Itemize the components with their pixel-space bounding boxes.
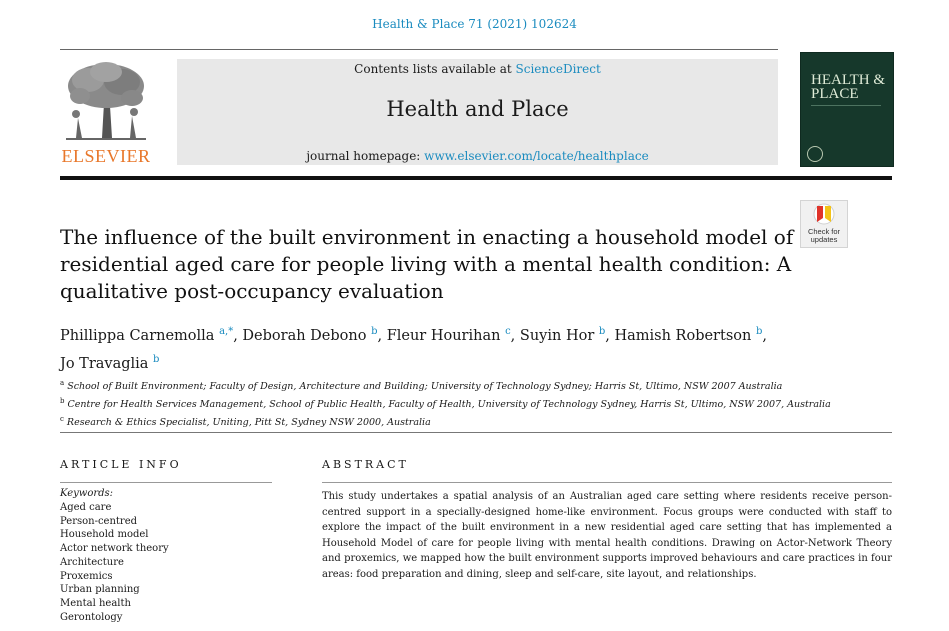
author-superscript[interactable]: b <box>153 354 160 365</box>
homepage-prefix: journal homepage: <box>306 149 425 163</box>
affiliation-key: a <box>60 379 65 387</box>
author[interactable]: Fleur Hourihan <box>386 328 501 344</box>
homepage-line <box>177 149 778 163</box>
keyword-item: Architecture <box>60 556 124 568</box>
author-superscript[interactable]: c <box>505 326 511 337</box>
header-thick-rule <box>60 176 892 180</box>
affiliation-text: Centre for Health Services Management, School of Public Health, Faculty of Health, University of Technology Sydney, Harris St, Ultimo, NSW 2007, Australia <box>67 399 831 410</box>
section-divider <box>60 432 892 433</box>
cover-title: HEALTH & PLACE <box>811 72 886 102</box>
author-list: Phillippa Carnemolla $^{a,*}$, Deborah Debono $^b$, Fleur Hourihan $^c$, Suyin Hor $^b$, Hamish Robertson $^b$, Jo Travaglia $^b$ <box>60 326 767 372</box>
tree-icon <box>58 58 154 146</box>
author-superscript[interactable]: b <box>598 326 606 337</box>
bookmark-icon <box>801 201 847 229</box>
sciencedirect-link[interactable]: ScienceDirect <box>515 62 601 76</box>
article-info-heading: ARTICLE INFO <box>60 458 182 471</box>
keyword-item: Actor network theory <box>60 543 169 555</box>
journal-name: Health and Place <box>386 97 569 121</box>
keyword-item: Proxemics <box>60 570 113 582</box>
keyword-list <box>60 501 169 624</box>
affiliation-key: b <box>60 397 65 405</box>
homepage-link[interactable]: www.elsevier.com/locate/healthplace <box>424 149 649 163</box>
affiliation-item <box>60 412 880 430</box>
keyword-item: Person-centred <box>60 515 138 527</box>
author[interactable]: Deborah Debono <box>242 328 367 344</box>
cover-seal-icon <box>807 146 823 162</box>
affiliations <box>60 376 880 430</box>
article-title: The influence of the built environment in enacting a household model of residential aged care for people living with a mental health condition: A qualitative post-occupancy evaluation <box>60 225 794 303</box>
abstract-rule <box>322 482 892 483</box>
keyword-item: Aged care <box>60 502 112 513</box>
journal-cover[interactable] <box>800 52 894 167</box>
affiliation-item <box>60 394 880 412</box>
elsevier-wordmark: ELSEVIER <box>61 146 151 166</box>
keywords-label: Keywords: <box>60 488 114 499</box>
journal-banner <box>177 59 778 165</box>
check-updates-label: Check for updates <box>807 227 841 244</box>
affiliation-item <box>60 376 880 394</box>
author[interactable]: Jo Travaglia <box>60 356 149 372</box>
cover-divider <box>811 105 881 106</box>
check-for-updates-button[interactable] <box>800 200 848 248</box>
elsevier-logo[interactable] <box>58 58 154 168</box>
contents-prefix: Contents lists available at <box>354 62 516 76</box>
journal-citation[interactable]: Health & Place 71 (2021) 102624 <box>372 17 577 31</box>
affiliation-text: School of Built Environment; Faculty of Design, Architecture and Building; University of Technology Sydney; Harris St, Ultimo, NSW 2007 Australia <box>67 381 783 392</box>
contents-line <box>177 62 778 76</box>
keyword-item: Gerontology <box>60 611 123 623</box>
keyword-item: Mental health <box>60 597 131 609</box>
keyword-item: Household model <box>60 529 149 541</box>
author-superscript[interactable]: b <box>371 326 378 337</box>
author-superscript[interactable]: b <box>755 326 763 337</box>
affiliation-text: Research & Ethics Specialist, Uniting, Pitt St, Sydney NSW 2000, Australia <box>66 417 431 428</box>
article-info-rule <box>60 482 272 483</box>
author[interactable]: Hamish Robertson <box>614 328 752 344</box>
author-superscript[interactable]: a,* <box>219 326 234 337</box>
affiliation-key: c <box>60 415 64 423</box>
abstract-heading: ABSTRACT <box>322 458 409 471</box>
abstract-text: This study undertakes a spatial analysis of an Australian aged care setting where residents receive person-centred support in a specially-designed home-like environment. Focus groups were conducted with staff to explore the impact of the built environment in a new residential aged care setting that has implemented a Household Model of care for people living with mental health conditions. Drawing on Actor-Network Theory and proxemics, we mapped how the built environment supports improved behaviours and care practices in four areas: food preparation and dining, sleep and self-care, site layout, and relationships. <box>322 491 892 580</box>
keyword-item: Urban planning <box>60 584 140 596</box>
author[interactable]: Phillippa Carnemolla <box>60 328 215 344</box>
top-divider <box>60 49 778 50</box>
author[interactable]: Suyin Hor <box>519 328 595 344</box>
